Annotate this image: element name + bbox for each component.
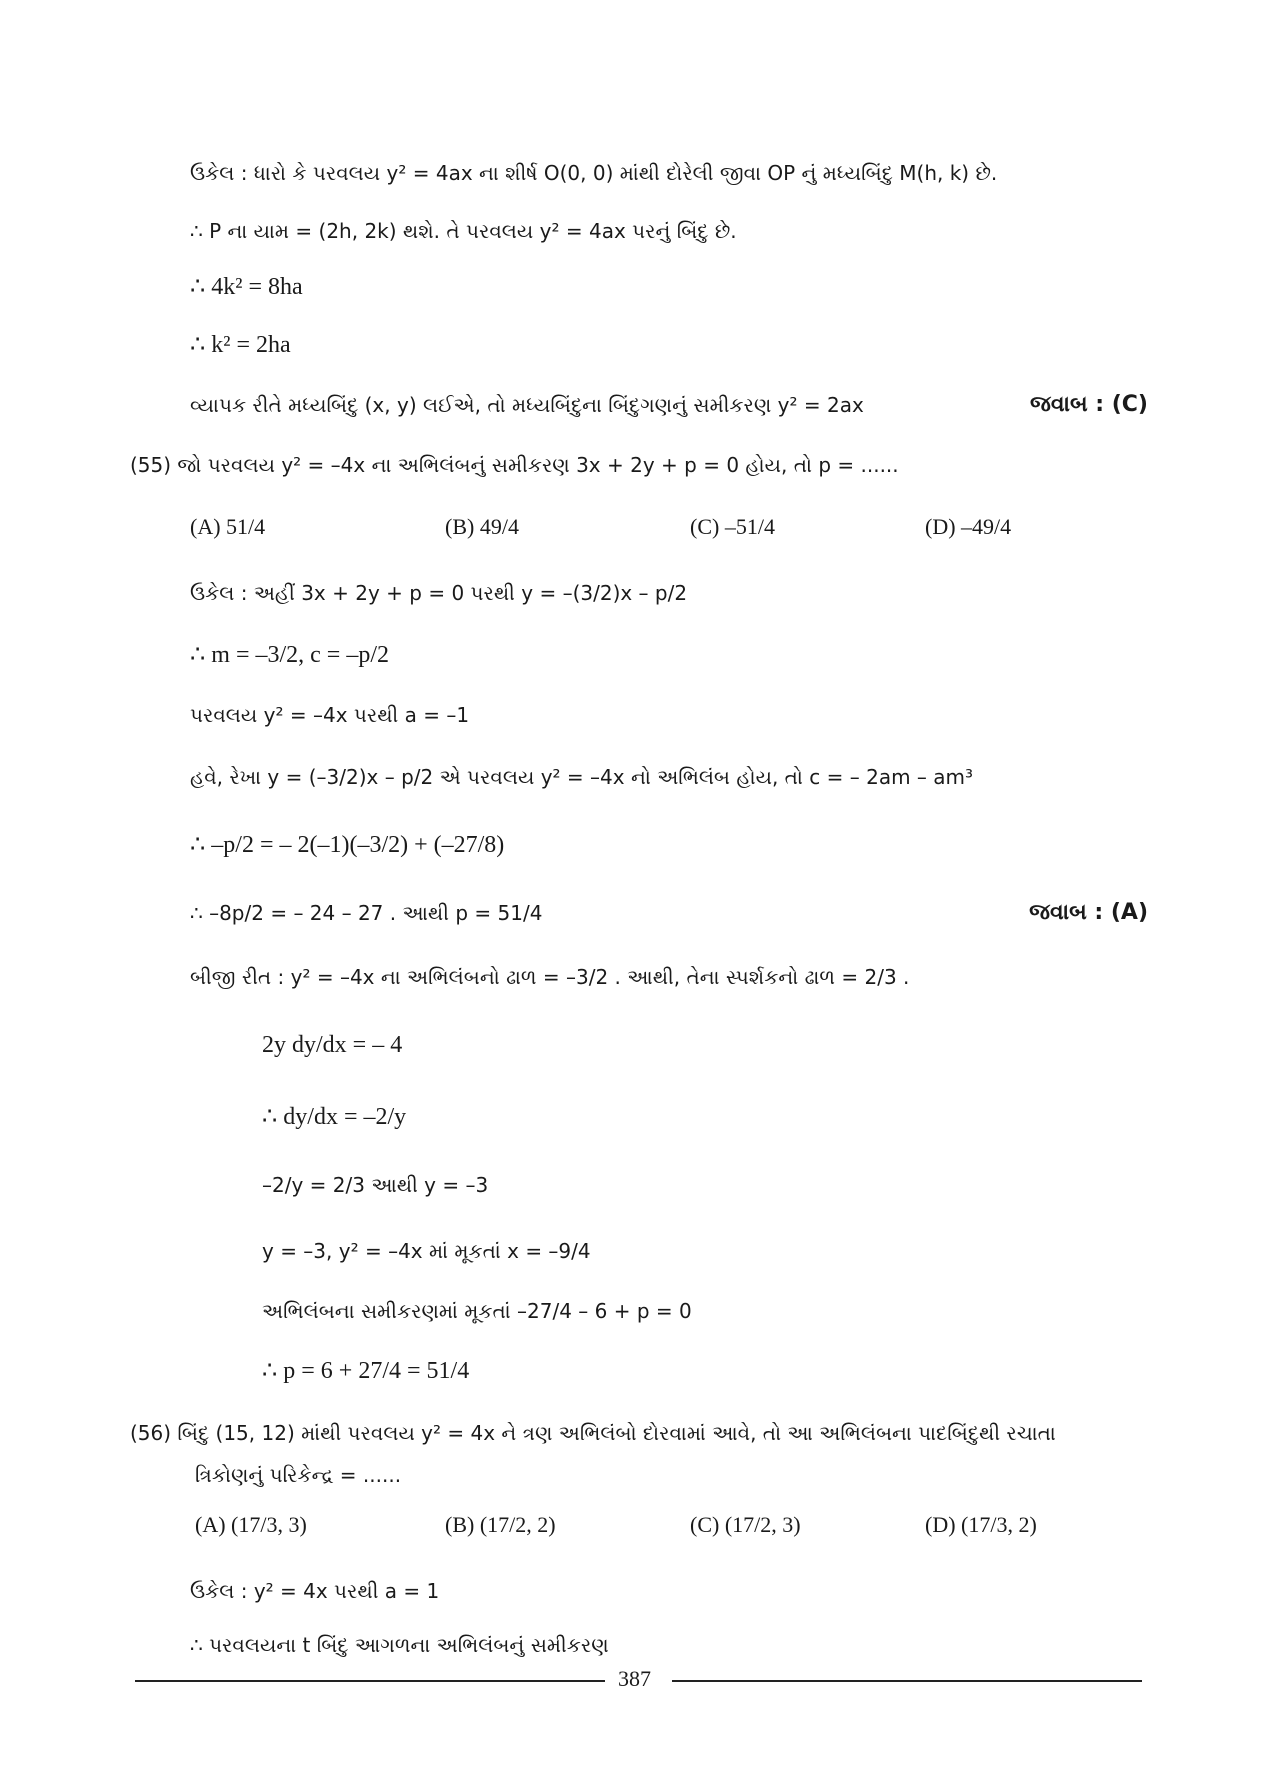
q55-option-a: (A) 51/4	[190, 514, 266, 539]
question-55: (55) જો પરવલય y² = –4x ના અભિલંબનું સમીકરણ 3x + 2y + p = 0 હોય, તો p = ......	[130, 453, 899, 477]
page-number: 387	[618, 1666, 651, 1691]
footer-rule-right	[672, 1680, 1142, 1682]
solution-55-line-4: હવે, રેખા y = (–3/2)x – p/2 એ પરવલય y² = –4x નો અભિલંબ હોય, તો c = – 2am – am³	[190, 765, 974, 789]
question-56-cont: ત્રિકોણનું પરિકેન્દ્ર = ......	[195, 1463, 402, 1487]
alt-line-2: ∴ dy/dx = –2/y	[262, 1104, 407, 1130]
footer-rule-left	[135, 1680, 605, 1682]
solution-line-1: ઉકેલ : ધારો કે પરવલય y² = 4ax ના શીર્ષ O(0, 0) માંથી દોરેલી જીવા OP નું મધ્યબિંદુ M(h, k) છે.	[190, 161, 998, 185]
solution-line-3: ∴ 4k² = 8ha	[190, 274, 303, 300]
solution-55-line-2: ∴ m = –3/2, c = –p/2	[190, 642, 389, 668]
q55-option-d: (D) –49/4	[925, 514, 1012, 539]
alt-line-3: –2/y = 2/3 આથી y = –3	[262, 1173, 489, 1197]
answer-c: જવાબ : (C)	[1030, 392, 1148, 417]
solution-line-5: વ્યાપક રીતે મધ્યબિંદુ (x, y) લઈએ, તો મધ્યબિંદુના બિંદુગણનું સમીકરણ y² = 2ax	[190, 393, 864, 417]
q56-option-b: (B) (17/2, 2)	[445, 1512, 556, 1537]
alt-line-5: અભિલંબના સમીકરણમાં મૂકતાં –27/4 – 6 + p = 0	[262, 1299, 692, 1323]
solution-55-line-6: ∴ –8p/2 = – 24 – 27 . આથી p = 51/4	[190, 901, 543, 925]
solution-55-line-5: ∴ –p/2 = – 2(–1)(–3/2) + (–27/8)	[190, 832, 505, 858]
question-56: (56) બિંદુ (15, 12) માંથી પરવલય y² = 4x ને ત્રણ અભિલંબો દોરવામાં આવે, તો આ અભિલંબના પાદબિંદુથી રચાતા	[130, 1421, 1056, 1445]
q56-option-a: (A) (17/3, 3)	[195, 1512, 307, 1537]
solution-56-line-1: ઉકેલ : y² = 4x પરથી a = 1	[190, 1579, 440, 1603]
solution-line-2: ∴ P ના યામ = (2h, 2k) થશે. તે પરવલય y² = 4ax પરનું બિંદુ છે.	[190, 219, 737, 243]
q56-option-c: (C) (17/2, 3)	[690, 1512, 801, 1537]
alternate-method-line: બીજી રીત : y² = –4x ના અભિલંબનો ઢાળ = –3/2 . આથી, તેના સ્પર્શકનો ઢાળ = 2/3 .	[190, 965, 910, 989]
q55-option-c: (C) –51/4	[690, 514, 775, 539]
solution-56-line-2: ∴ પરવલયના t બિંદુ આગળના અભિલંબનું સમીકરણ	[190, 1633, 609, 1657]
alt-line-1: 2y dy/dx = – 4	[262, 1032, 403, 1058]
alt-line-4: y = –3, y² = –4x માં મૂકતાં x = –9/4	[262, 1239, 591, 1263]
solution-55-line-3: પરવલય y² = –4x પરથી a = –1	[190, 703, 470, 727]
q55-option-b: (B) 49/4	[445, 514, 519, 539]
answer-a: જવાબ : (A)	[1029, 900, 1148, 925]
solution-55-line-1: ઉકેલ : અહીં 3x + 2y + p = 0 પરથી y = –(3/2)x – p/2	[190, 581, 688, 605]
solution-line-4: ∴ k² = 2ha	[190, 332, 291, 358]
alt-line-6: ∴ p = 6 + 27/4 = 51/4	[262, 1358, 470, 1384]
q56-option-d: (D) (17/3, 2)	[925, 1512, 1037, 1537]
